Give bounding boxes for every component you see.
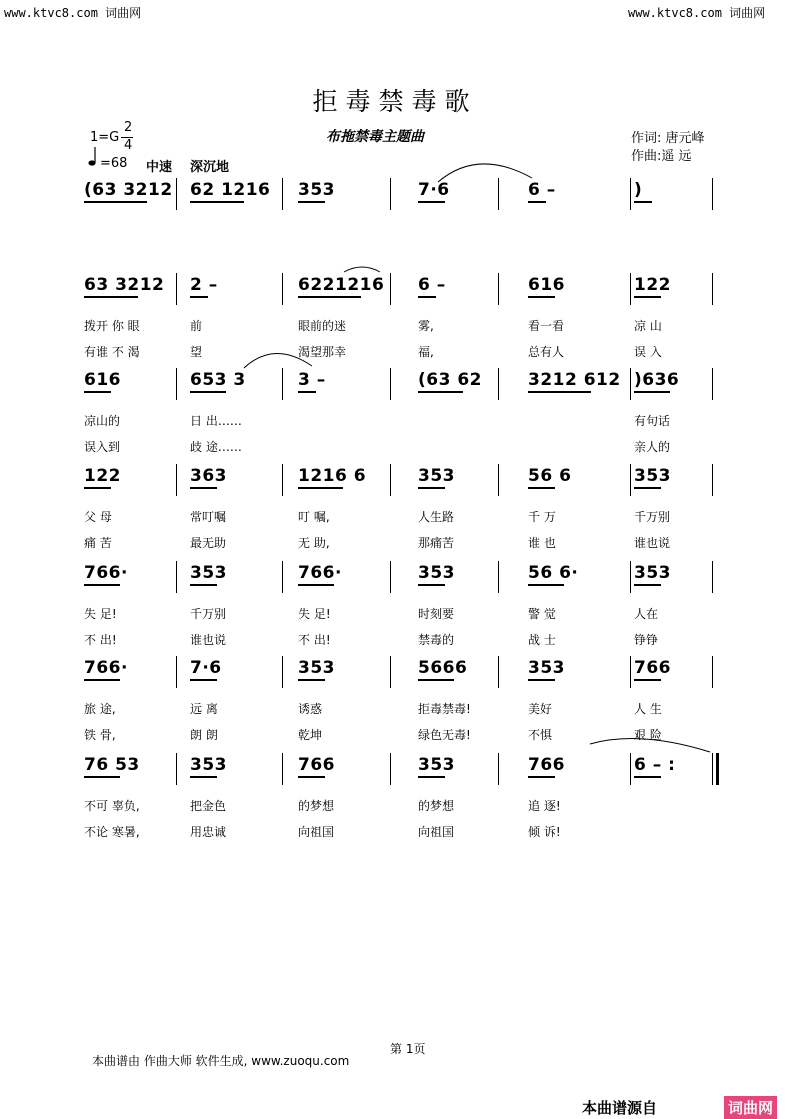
- measure-notes: 766: [528, 755, 565, 775]
- measure-notes: 653 3: [190, 370, 246, 390]
- beam-line: [84, 296, 138, 298]
- bar-line: [712, 561, 713, 593]
- bar-line: [390, 273, 391, 305]
- beam-line: [298, 584, 334, 586]
- bar-line: [282, 273, 283, 305]
- lyric-1: 拒毒禁毒!: [418, 702, 471, 716]
- lyric-1: 千万别: [190, 607, 227, 621]
- beam-line: [634, 584, 661, 586]
- lyric-1: 时刻要: [418, 607, 455, 621]
- measure-notes: 6 –: [418, 275, 446, 295]
- beam-line: [84, 584, 120, 586]
- beam-line: [84, 201, 147, 203]
- measure-notes: 122: [634, 275, 671, 295]
- brand-logo[interactable]: 词曲网: [724, 1096, 777, 1119]
- tempo-speed: 中速: [146, 160, 173, 175]
- beam-line: [190, 584, 217, 586]
- beam-line: [298, 679, 325, 681]
- bar-line: [712, 273, 713, 305]
- bar-line: [630, 656, 631, 688]
- bar-line: [498, 561, 499, 593]
- lyric-1: 警 觉: [528, 607, 556, 621]
- beam-line: [634, 391, 670, 393]
- lyric-1: 千 万: [528, 510, 556, 524]
- lyric-1: 人在: [634, 607, 659, 621]
- lyric-1: 失 足!: [298, 607, 331, 621]
- lyric-1: 凉 山: [634, 319, 662, 333]
- lyric-1: 有句话: [634, 414, 671, 428]
- bar-line: [712, 178, 713, 210]
- lyric-2: 向祖国: [418, 825, 455, 839]
- measure-notes: 353: [190, 755, 227, 775]
- lyric-1: 前: [190, 319, 203, 333]
- measure-notes: (63 3212: [84, 180, 173, 200]
- beam-line: [634, 679, 661, 681]
- lyric-2: 禁毒的: [418, 633, 455, 647]
- lyric-1: 千万别: [634, 510, 671, 524]
- key-signature: 1=G: [90, 130, 120, 145]
- lyric-1: 常叮嘱: [190, 510, 227, 524]
- lyric-1: 人 生: [634, 702, 662, 716]
- lyricist-credit: 作词: 唐元峰: [631, 131, 705, 146]
- bar-line: [630, 368, 631, 400]
- bar-line: [712, 464, 713, 496]
- lyric-1: 旅 途,: [84, 702, 116, 716]
- header-site-left[interactable]: www.ktvc8.com 词曲网: [4, 6, 142, 20]
- lyric-2: 乾坤: [298, 728, 323, 742]
- measure-notes: 353: [418, 563, 455, 583]
- measure-notes: 353: [528, 658, 565, 678]
- measure-notes: 76 53: [84, 755, 140, 775]
- lyric-2: 亲人的: [634, 440, 671, 454]
- bar-line: [630, 178, 631, 210]
- beam-line: [84, 391, 111, 393]
- lyric-2: 渴望那幸: [298, 345, 347, 359]
- beam-line: [190, 487, 217, 489]
- measure-notes: 3 –: [298, 370, 326, 390]
- measure-notes: 353: [634, 563, 671, 583]
- bar-line: [282, 464, 283, 496]
- bar-line: [176, 561, 177, 593]
- bar-line: [282, 753, 283, 785]
- beam-line: [190, 776, 217, 778]
- beam-line: [528, 584, 564, 586]
- bar-line: [630, 561, 631, 593]
- lyric-2: 铮铮: [634, 633, 659, 647]
- beam-line: [418, 296, 436, 298]
- beam-line: [298, 391, 316, 393]
- bar-line: [176, 368, 177, 400]
- lyric-2: 艰 险: [634, 728, 662, 742]
- measure-notes: 1216 6: [298, 466, 367, 486]
- lyric-2: 战 士: [528, 633, 556, 647]
- measure-notes: 363: [190, 466, 227, 486]
- lyric-1: 父 母: [84, 510, 112, 524]
- bar-line: [282, 178, 283, 210]
- measure-notes: 353: [418, 755, 455, 775]
- measure-notes: 766: [634, 658, 671, 678]
- lyric-1: 凉山的: [84, 414, 121, 428]
- beam-line: [528, 679, 555, 681]
- beam-line: [190, 391, 226, 393]
- bar-line: [630, 273, 631, 305]
- quarter-note-icon: [88, 146, 98, 168]
- measure-notes: 56 6: [528, 466, 572, 486]
- bar-line: [712, 368, 713, 400]
- beam-line: [634, 776, 661, 778]
- time-signature-bottom: 4: [124, 138, 133, 153]
- lyric-2: 总有人: [528, 345, 565, 359]
- measure-notes: 122: [84, 466, 121, 486]
- measure-notes: (63 62: [418, 370, 483, 390]
- beam-line: [298, 296, 361, 298]
- measure-notes: 353: [298, 180, 335, 200]
- bar-line: [176, 273, 177, 305]
- beam-line: [298, 201, 325, 203]
- measure-notes: 6 –: [528, 180, 556, 200]
- bar-line: [390, 656, 391, 688]
- measure-notes: 766·: [84, 658, 128, 678]
- generator-credit: 本曲谱由 作曲大师 软件生成, www.zuoqu.com: [92, 1054, 350, 1068]
- lyric-2: 用忠诚: [190, 825, 227, 839]
- measure-notes: )636: [634, 370, 680, 390]
- lyric-1: 拨开 你 眼: [84, 319, 140, 333]
- measure-notes: 62 1216: [190, 180, 271, 200]
- bar-line: [498, 656, 499, 688]
- bar-line: [498, 178, 499, 210]
- lyric-2: 铁 骨,: [84, 728, 116, 742]
- lyric-2: 望: [190, 345, 203, 359]
- beam-line: [528, 391, 591, 393]
- slur-arc: [344, 267, 380, 272]
- beam-line: [84, 776, 120, 778]
- bar-line: [390, 368, 391, 400]
- beam-line: [418, 776, 445, 778]
- beam-line: [528, 201, 546, 203]
- lyric-1: 美好: [528, 702, 553, 716]
- lyric-1: 不可 辜负,: [84, 799, 140, 813]
- beam-line: [634, 487, 661, 489]
- lyric-1: 把金色: [190, 799, 227, 813]
- lyric-2: 误入到: [84, 440, 121, 454]
- beam-line: [418, 679, 454, 681]
- beam-line: [418, 487, 445, 489]
- lyric-2: 福,: [418, 345, 434, 359]
- measure-notes: 766·: [298, 563, 342, 583]
- lyric-2: 谁 也: [528, 536, 556, 550]
- tempo-mood: 深沉地: [190, 160, 230, 175]
- beam-line: [298, 487, 343, 489]
- bar-line: [176, 753, 177, 785]
- lyric-2: 歧 途……: [190, 440, 242, 454]
- lyric-1: 远 离: [190, 702, 218, 716]
- lyric-2: 不论 寒暑,: [84, 825, 140, 839]
- lyric-1: 的梦想: [418, 799, 455, 813]
- beam-line: [634, 296, 661, 298]
- bar-line: [390, 561, 391, 593]
- lyric-2: 误 入: [634, 345, 662, 359]
- lyric-2: 不 出!: [84, 633, 117, 647]
- beam-line: [528, 487, 555, 489]
- lyric-2: 谁也说: [634, 536, 671, 550]
- slur-arc: [438, 164, 532, 182]
- lyric-2: 倾 诉!: [528, 825, 561, 839]
- lyric-1: 失 足!: [84, 607, 117, 621]
- lyric-1: 眼前的迷: [298, 319, 347, 333]
- lyric-1: 的梦想: [298, 799, 335, 813]
- beam-line: [634, 201, 652, 203]
- composer-credit: 作曲:遥 远: [631, 149, 692, 164]
- bar-line: [176, 464, 177, 496]
- measure-notes: 6 – :: [634, 755, 676, 775]
- bar-line: [498, 753, 499, 785]
- lyric-1: 日 出……: [190, 414, 242, 428]
- measure-notes: 766·: [84, 563, 128, 583]
- lyric-2: 那痛苦: [418, 536, 455, 550]
- bar-line: [630, 464, 631, 496]
- lyric-2: 向祖国: [298, 825, 335, 839]
- bar-line: [390, 464, 391, 496]
- lyric-2: 最无助: [190, 536, 227, 550]
- lyric-1: 追 逐!: [528, 799, 561, 813]
- bar-line: [176, 178, 177, 210]
- beam-line: [84, 487, 111, 489]
- beam-line: [190, 201, 244, 203]
- lyric-2: 绿色无毒!: [418, 728, 471, 742]
- measure-notes: 616: [84, 370, 121, 390]
- measure-notes: 2 –: [190, 275, 218, 295]
- lyric-2: 无 助,: [298, 536, 330, 550]
- beam-line: [528, 296, 555, 298]
- measure-notes: 766: [298, 755, 335, 775]
- tempo-bpm: =68: [100, 156, 128, 171]
- measure-notes: 6221216: [298, 275, 385, 295]
- bar-line: [630, 753, 631, 785]
- beam-line: [528, 776, 555, 778]
- final-barline: [716, 753, 719, 785]
- measure-notes: 5666: [418, 658, 468, 678]
- measure-notes: ): [634, 180, 643, 200]
- bar-line: [282, 656, 283, 688]
- beam-line: [418, 201, 445, 203]
- lyric-2: 有谁 不 渴: [84, 345, 140, 359]
- lyric-2: 不惧: [528, 728, 553, 742]
- beam-line: [190, 296, 208, 298]
- lyric-2: 不 出!: [298, 633, 331, 647]
- bar-line: [498, 464, 499, 496]
- beam-line: [298, 776, 325, 778]
- source-label: 本曲谱源自: [582, 1099, 658, 1117]
- measure-notes: 353: [634, 466, 671, 486]
- measure-notes: 3212 612: [528, 370, 621, 390]
- measure-notes: 353: [190, 563, 227, 583]
- measure-notes: 63 3212: [84, 275, 165, 295]
- measure-notes: 56 6·: [528, 563, 579, 583]
- bar-line: [390, 753, 391, 785]
- measure-notes: 616: [528, 275, 565, 295]
- bar-line: [282, 561, 283, 593]
- time-signature-top: 2: [124, 120, 133, 135]
- measure-notes: 7·6: [190, 658, 222, 678]
- lyric-1: 叮 嘱,: [298, 510, 330, 524]
- bar-line: [390, 178, 391, 210]
- bar-line: [498, 368, 499, 400]
- page-number: 第 1页: [390, 1042, 426, 1056]
- beam-line: [84, 679, 120, 681]
- lyric-1: 雾,: [418, 319, 434, 333]
- beam-line: [418, 391, 463, 393]
- song-subtitle: 布拖禁毒主题曲: [326, 129, 424, 145]
- lyric-1: 人生路: [418, 510, 455, 524]
- lyric-1: 看一看: [528, 319, 565, 333]
- lyric-1: 诱惑: [298, 702, 323, 716]
- measure-notes: 353: [298, 658, 335, 678]
- song-title: 拒毒禁毒歌: [312, 87, 478, 116]
- bar-line: [282, 368, 283, 400]
- bar-line: [712, 753, 713, 785]
- bar-line: [712, 656, 713, 688]
- measure-notes: 353: [418, 466, 455, 486]
- lyric-2: 痛 苦: [84, 536, 112, 550]
- bar-line: [176, 656, 177, 688]
- beam-line: [190, 679, 217, 681]
- bar-line: [498, 273, 499, 305]
- lyric-2: 谁也说: [190, 633, 227, 647]
- beam-line: [418, 584, 445, 586]
- lyric-2: 朗 朗: [190, 728, 218, 742]
- header-site-right[interactable]: www.ktvc8.com 词曲网: [628, 6, 766, 20]
- measure-notes: 7·6: [418, 180, 450, 200]
